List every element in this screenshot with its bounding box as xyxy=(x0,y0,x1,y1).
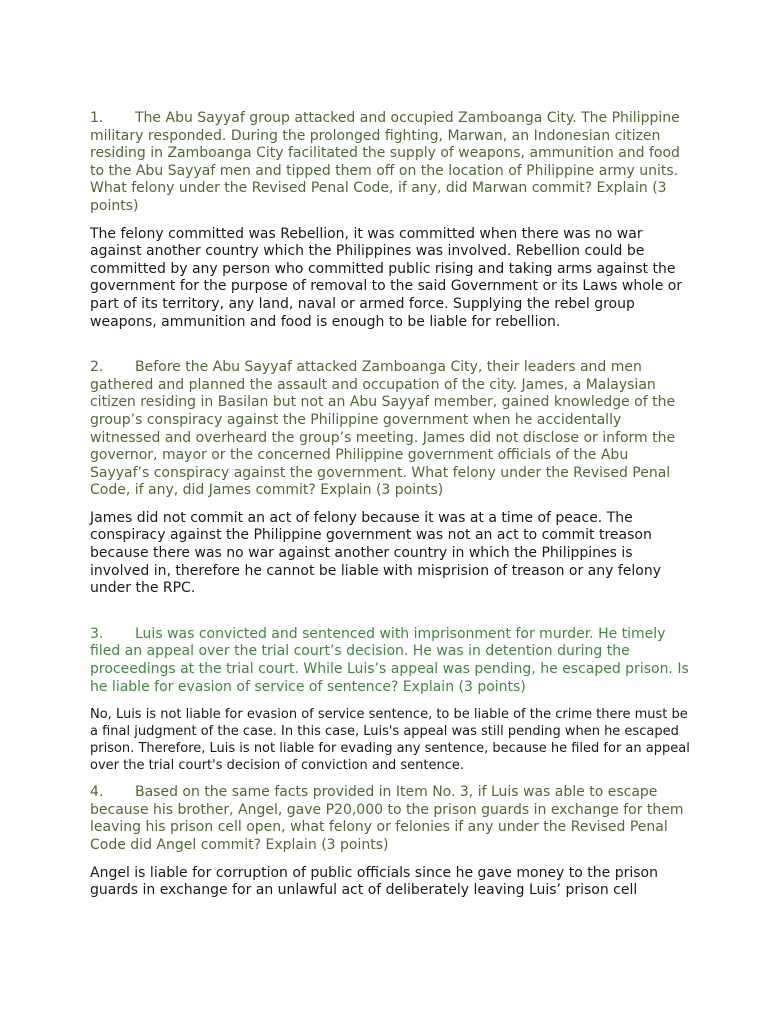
question-text: Before the Abu Sayyaf attacked Zamboanga City, their leaders and men gathered and planned the assault and occupation of the city. James, a Malaysian citizen residing in Basilan but not an Abu Sayyaf member, gained knowledge of the group’s conspiracy against the Philippine government when he accidentally witnessed and overheard the group’s meeting. James did not disclose or inform the governor, mayor or the concerned Philippine government officials of the Abu Sayyaf’s conspiracy against the government. What felony under the Revised Penal Code, if any, did James commit? Explain (3 points) xyxy=(90,359,676,499)
question-2 xyxy=(90,359,690,500)
answer-2: James did not commit an act of felony because it was at a time of peace. The conspiracy against the Philippine government was not an act to commit treason because there was no war against another country in which the Philippines is involved in, therefore he cannot be liable with misprision of treason or any felony under the RPC. xyxy=(90,509,662,597)
question-text: Based on the same facts provided in Item No. 3, if Luis was able to escape because his brother, Angel, gave P20,000 to the prison guards in exchange for them leaving his prison cell open, what felony or felonies if any under the Revised Penal Code did Angel commit? Explain (3 points) xyxy=(90,784,684,853)
answer-4: Angel is liable for corruption of public officials since he gave money to the prison guards in exchange for an unlawful act of deliberately leaving Luis’ prison cell xyxy=(90,864,658,899)
question-4 xyxy=(90,784,690,854)
question-text: Luis was convicted and sentenced with imprisonment for murder. He timely filed an appeal over the trial court’s decision. He was in detention during the proceedings at the trial court. While Luis’s appeal was pending, he escaped prison. Is he liable for evasion of service of sentence? Explain (3 points) xyxy=(90,625,689,695)
question-text: The Abu Sayyaf group attacked and occupied Zamboanga City. The Philippine military responded. During the prolonged fighting, Marwan, an Indonesian citizen residing in Zamboanga City facilitated the supply of weapons, ammunition and food to the Abu Sayyaf men and tipped them off on the location of Philippine army units. What felony under the Revised Penal Code, if any, did Marwan commit? Explain (3 points) xyxy=(90,110,680,214)
question-number: 1. xyxy=(90,110,104,126)
answer-1: The felony committed was Rebellion, it was committed when there was no war against another country which the Philippines was involved. Rebellion could be committed by any person who committed public rising and taking arms against the government for the purpose of removal to the said Government or its Laws whole or part of its territory, any land, naval or armed force. Supplying the rebel group weapons, ammunition and food is enough to be liable for rebellion. xyxy=(90,225,683,330)
question-number: 4. xyxy=(90,784,104,801)
document-page xyxy=(90,110,690,900)
answer-3: No, Luis is not liable for evasion of service sentence, to be liable of the crime there must be a final judgment of the case. In this case, Luis's appeal was still pending when he escaped prison. Therefore, Luis is not liable for evading any sentence, because he filed for an appeal over the trial court's decision of conviction and sentence. xyxy=(90,707,690,774)
question-3 xyxy=(90,626,690,696)
question-1 xyxy=(90,110,690,216)
question-number: 2. xyxy=(90,359,104,376)
question-number: 3. xyxy=(90,625,104,642)
